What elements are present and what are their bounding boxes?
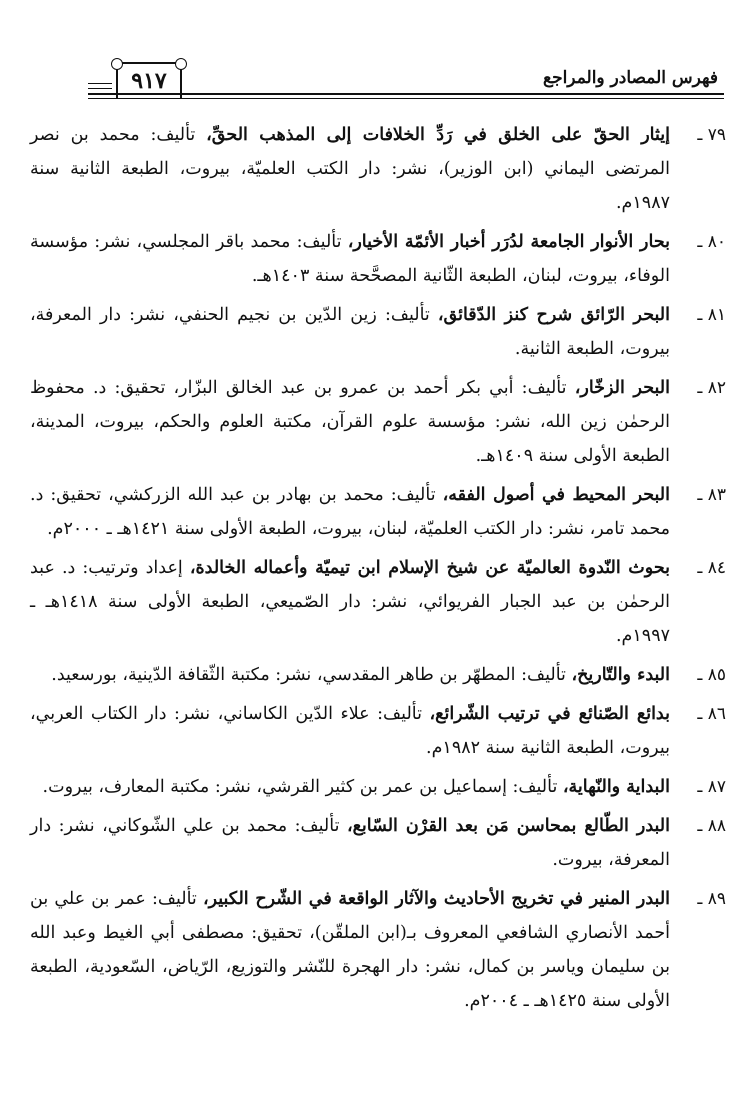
- entry-number: ٧٩ ـ: [697, 125, 726, 145]
- entry-title: البحر الزخّار،: [574, 378, 670, 398]
- entry-details: تأليف: محمد بن نصر المرتضى اليماني (ابن الوزير)، نشر: دار الكتب العلميّة، بيروت، الطبعة الثانية سنة ١٩٨٧م.: [30, 125, 670, 213]
- header-rule-thin: [88, 98, 724, 99]
- entry-details: تأليف: إسماعيل بن عمر بن كثير القرشي، نشر: مكتبة المعارف، بيروت.: [42, 777, 563, 797]
- bibliography-entry: [30, 225, 726, 293]
- entry-details: تأليف: محمد بن علي الشّوكاني، نشر: دار المعرفة، بيروت.: [30, 816, 670, 870]
- entry-number: ٨٠ ـ: [697, 232, 726, 252]
- bibliography-list: [30, 118, 726, 1023]
- bibliography-entry: [30, 658, 726, 692]
- entry-title: البدر الطّالع بمحاسن مَن بعد القرْن السّابع،: [346, 816, 670, 836]
- entry-details: تأليف: محمد باقر المجلسي، نشر: مؤسسة الوفاء، بيروت، لبنان، الطبعة الثّانية المصحَّحة سنة ١٤٠٣هـ.: [30, 232, 670, 286]
- entry-title: البدء والتّاريخ،: [571, 665, 670, 685]
- bibliography-entry: [30, 478, 726, 546]
- bibliography-entry: [30, 298, 726, 366]
- entry-details: تأليف: المطهّر بن طاهر المقدسي، نشر: مكتبة الثّقافة الدّينية، بورسعيد.: [51, 665, 572, 685]
- entry-title: البداية والنّهاية،: [562, 777, 670, 797]
- entry-number: ٨٦ ـ: [697, 704, 726, 724]
- entry-number: ٨٣ ـ: [697, 485, 726, 505]
- entry-number: ٨١ ـ: [697, 305, 726, 325]
- entry-details: تأليف: علاء الدّين الكاساني، نشر: دار الكتاب العربي، بيروت، الطبعة الثانية سنة ١٩٨٢م.: [30, 704, 670, 758]
- bibliography-entry: [30, 118, 726, 220]
- entry-details: تأليف: محمد بن بهادر بن عبد الله الزركشي، تحقيق: د. محمد تامر، نشر: دار الكتب العلميّة، لبنان، بيروت، الطبعة الأولى سنة ١٤٢١هـ ـ ٢٠٠٠م.: [30, 485, 670, 539]
- header-rule: [88, 93, 724, 95]
- running-title: فهرس المصادر والمراجع: [543, 68, 718, 88]
- bibliography-entry: [30, 551, 726, 653]
- bibliography-entry: [30, 371, 726, 473]
- entry-title: البحر المحيط في أصول الفقه،: [442, 485, 670, 505]
- entry-details: إعداد وترتيب: د. عبد الرحمٰن بن عبد الجبار الفريوائي، نشر: دار الصّميعي، الطبعة الأولى سنة ١٤١٨هـ ـ ١٩٩٧م.: [30, 558, 670, 646]
- entry-number: ٨٧ ـ: [697, 777, 726, 797]
- header-ornament-lines: [88, 83, 112, 93]
- bibliography-entry: [30, 882, 726, 1018]
- entry-details: تأليف: عمر بن علي بن أحمد الأنصاري الشافعي المعروف بـ(ابن الملقّن)، تحقيق: مصطفى أبي الغيط وعبد الله بن سليمان وياسر بن كمال، نشر: دار الهجرة للنّشر والتوزيع، الرّياض، السّعودية، الطبعة الأولى سنة ١٤٢٥هـ ـ ٢٠٠٤م.: [30, 889, 670, 1011]
- entry-title: بحار الأنوار الجامعة لدُرَر أخبار الأئمّة الأخيار،: [347, 232, 670, 252]
- entry-number: ٨٥ ـ: [697, 665, 726, 685]
- entry-details: تأليف: زين الدّين بن نجيم الحنفي، نشر: دار المعرفة، بيروت، الطبعة الثانية.: [30, 305, 670, 359]
- entry-number: ٨٢ ـ: [697, 378, 726, 398]
- entry-number: ٨٤ ـ: [697, 558, 726, 578]
- entry-number: ٨٨ ـ: [697, 816, 726, 836]
- entry-title: البدر المنير في تخريج الأحاديث والآثار الواقعة في الشّرح الكبير،: [202, 889, 671, 909]
- page-header: [88, 58, 724, 110]
- entry-title: بدائع الصّنائع في ترتيب الشّرائع،: [429, 704, 670, 724]
- entry-title: بحوث النّدوة العالميّة عن شيخ الإسلام ابن تيميّة وأعماله الخالدة،: [189, 558, 670, 578]
- page-number: ٩١٧: [116, 62, 182, 98]
- bibliography-entry: [30, 697, 726, 765]
- entry-title: إيثار الحقّ على الخلق في رَدِّ الخلافات إلى المذهب الحقِّ،: [206, 125, 670, 145]
- bibliography-entry: [30, 770, 726, 804]
- entry-title: البحر الرّائق شرح كنز الدّقائق،: [437, 305, 670, 325]
- entry-number: ٨٩ ـ: [697, 889, 726, 909]
- entry-details: تأليف: أبي بكر أحمد بن عمرو بن عبد الخالق البزّار، تحقيق: د. محفوظ الرحمٰن زين الله، نشر: مؤسسة علوم القرآن، مكتبة العلوم والحكم، بيروت، المدينة، الطبعة الأولى سنة ١٤٠٩هـ.: [30, 378, 670, 466]
- bibliography-entry: [30, 809, 726, 877]
